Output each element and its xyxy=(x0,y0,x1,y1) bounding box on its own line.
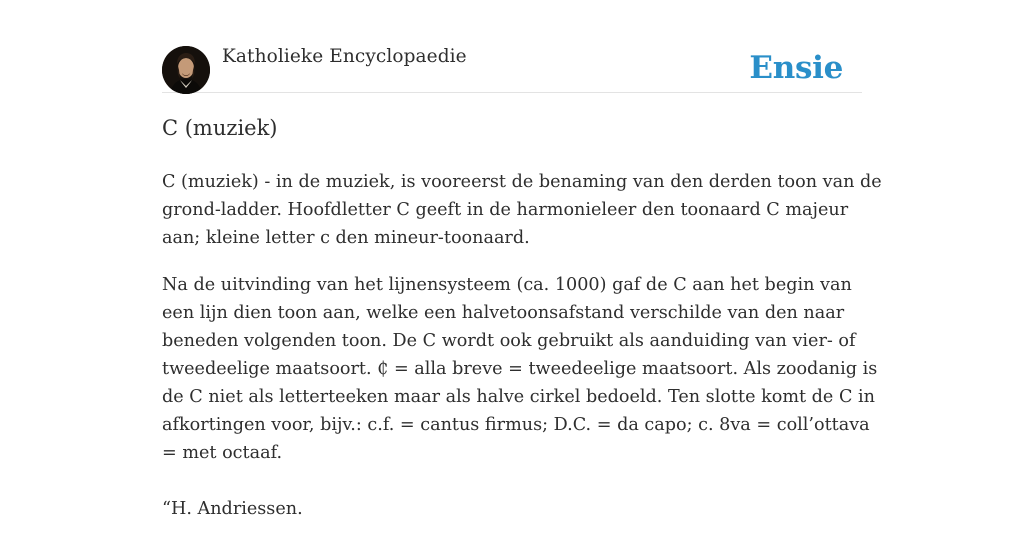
source-title[interactable]: Katholieke Encyclopaedie xyxy=(222,46,467,67)
source-avatar[interactable] xyxy=(162,46,210,94)
article-paragraph: Na de uitvinding van het lijnensysteem (ca. 1000) gaf de C aan het begin van een lijn dien toon aan, welke een halvetoonsafstand verschilde van den naar beneden volgenden toon. De C wordt ook gebruikt als aanduiding van vier- of tweedeelige maatsoort. ₵ = alla breve = tweedeelige maatsoort. Als zoodanig is de C niet als letterteeken maar als halve cirkel bedoeld. Ten slotte komt de C in afkortingen voor, bijv.: c.f. = cantus firmus; D.C. = da capo; c. 8va = coll’ottava = met octaaf. xyxy=(162,275,878,463)
document-page xyxy=(162,0,882,519)
header xyxy=(162,0,862,93)
brand-logo[interactable]: Ensie xyxy=(749,50,843,86)
article-title: C (muziek) xyxy=(162,116,278,140)
article-body xyxy=(162,168,882,542)
portrait-icon xyxy=(162,46,210,94)
author-signature: “H. Andriessen. xyxy=(162,499,303,519)
article-paragraph: C (muziek) - in de muziek, is vooreerst de benaming van den derden toon van de grond-ladder. Hoofdletter C geeft in de harmonieleer den toonaard C majeur aan; kleine letter c den mineur-toonaard. xyxy=(162,172,882,248)
